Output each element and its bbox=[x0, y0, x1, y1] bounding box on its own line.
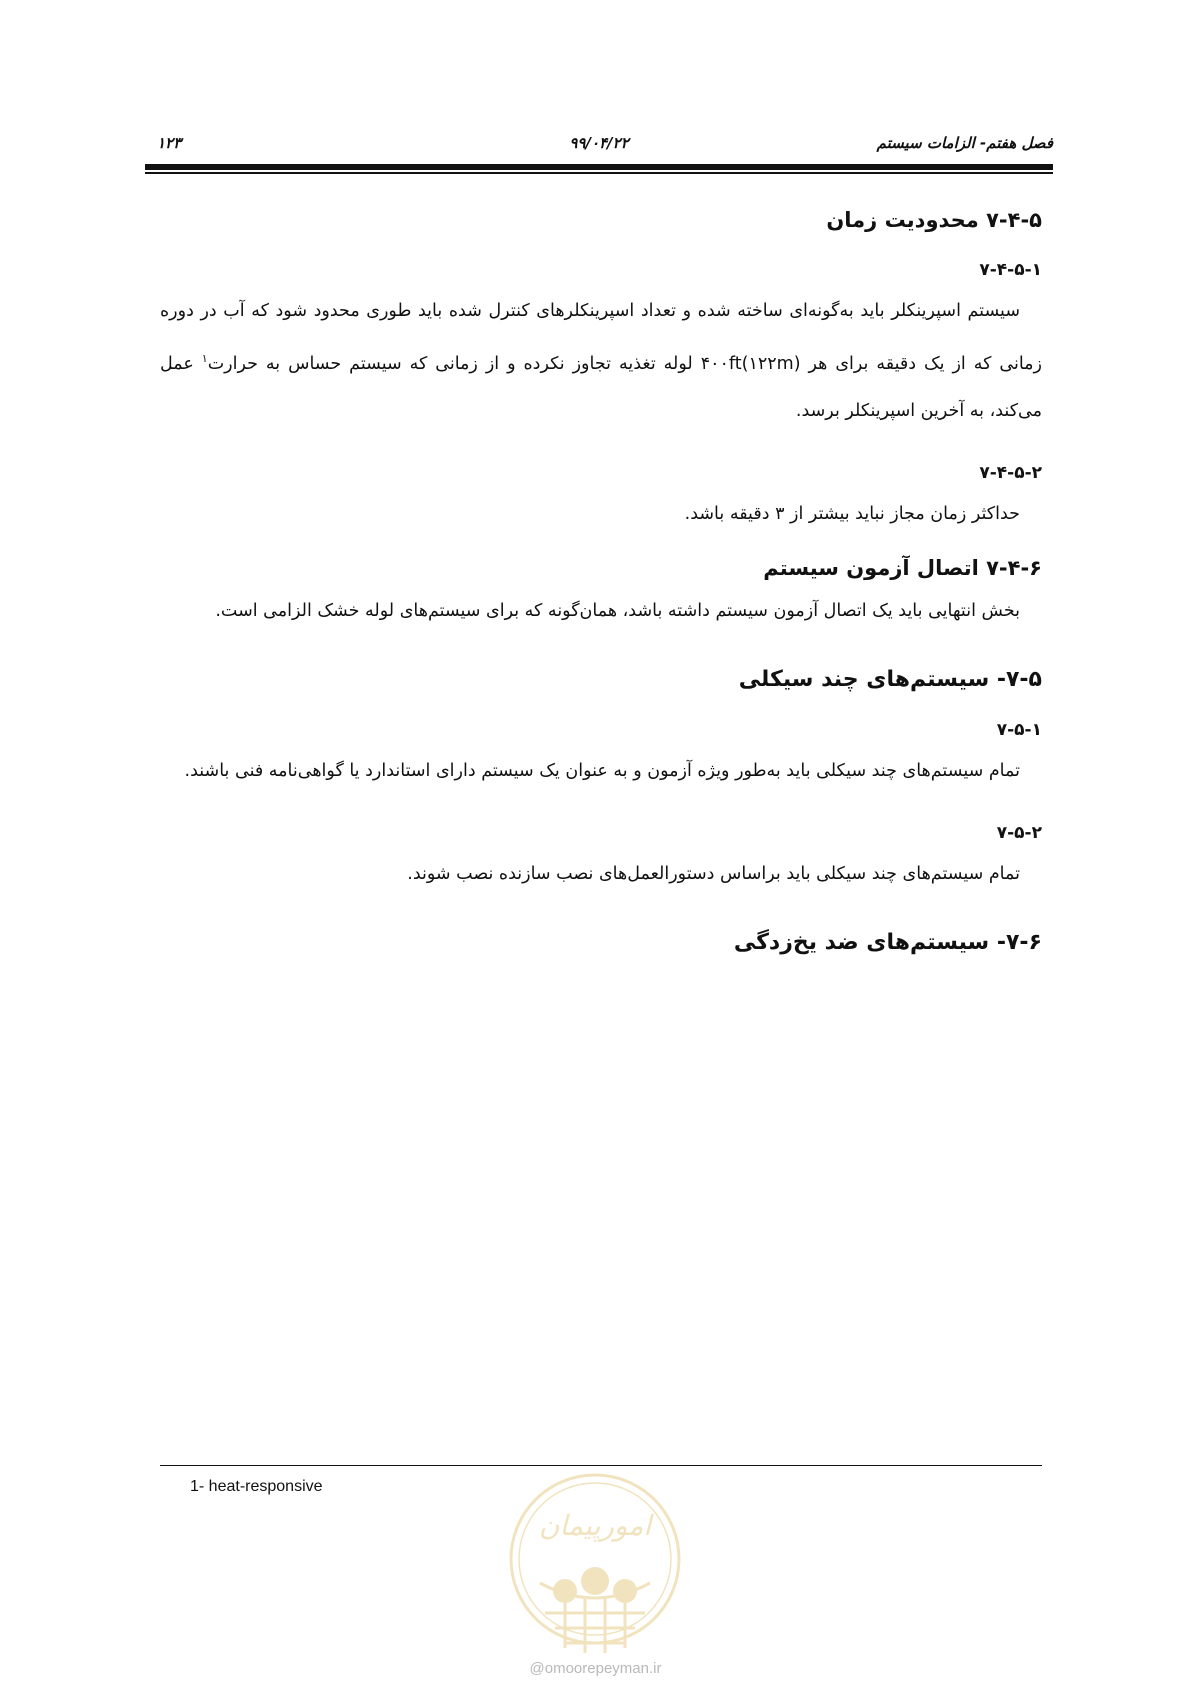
section-heading-antifreeze: ۷-۶- سیستم‌های ضد یخ‌زدگی bbox=[733, 929, 1042, 955]
paragraph-text-tail: عمل می‌کند، به آخرین اسپرینکلر برسد. bbox=[160, 353, 1042, 421]
header-rule-thin bbox=[145, 172, 1053, 174]
section-heading-multicycle: ۷-۵- سیستم‌های چند سیکلی bbox=[738, 666, 1042, 692]
section-heading-test-connection: ۷-۴-۶ اتصال آزمون سیستم bbox=[763, 555, 1042, 580]
running-header bbox=[145, 134, 1053, 160]
revision-date: ۹۹/۰۴/۲۲ bbox=[569, 134, 629, 152]
paragraph-test-connection: بخش انتهایی باید یک اتصال آزمون سیستم داشته باشد، همان‌گونه که برای سیستم‌های لوله خشک الزامی است. bbox=[215, 600, 1020, 621]
paragraph-max-time: حداکثر زمان مجاز نباید بیشتر از ۳ دقیقه باشد. bbox=[684, 503, 1020, 524]
clause-number: ۷-۵-۲ bbox=[996, 822, 1042, 843]
main-content bbox=[160, 190, 1042, 955]
watermark-website: @omoorepeyman.ir bbox=[529, 1660, 662, 1677]
footnote-reference: ۱ bbox=[201, 352, 208, 365]
chapter-title: فصل هفتم- الزامات سیستم bbox=[876, 134, 1053, 152]
clause-number: ۷-۵-۱ bbox=[996, 719, 1042, 740]
paragraph-sprinkler-timing bbox=[160, 288, 1042, 435]
watermark-logo-text: امورپیمان bbox=[538, 1509, 652, 1542]
paragraph-text: سیستم اسپرینکلر باید به‌گونه‌ای ساخته شده و تعداد اسپرینکلرهای کنترل شده باید طوری محدود شود که آب در دوره زمانی که از یک دقیقه برای هر ۴۰۰ft(۱۲۲m) لوله تغذیه تجاوز نکرده و از زمانی که سیستم حساس به حرارت bbox=[160, 301, 1043, 374]
clause-number: ۷-۴-۵-۱ bbox=[979, 260, 1042, 280]
watermark-seal-icon bbox=[505, 1463, 685, 1669]
section-heading-time-limit: ۷-۴-۵ محدودیت زمان bbox=[826, 208, 1042, 232]
paragraph-multicycle-install: تمام سیستم‌های چند سیکلی باید براساس دستورالعمل‌های نصب سازنده نصب شوند. bbox=[407, 863, 1020, 884]
paragraph-multicycle-approval: تمام سیستم‌های چند سیکلی باید به‌طور ویژه آزمون و به عنوان یک سیستم دارای استاندارد یا گواهی‌نامه فنی باشند. bbox=[184, 760, 1020, 781]
header-rule-thick bbox=[145, 164, 1053, 170]
footnote: 1- heat-responsive bbox=[190, 1478, 323, 1495]
clause-number: ۷-۴-۵-۲ bbox=[979, 462, 1042, 483]
page-number: ۱۲۳ bbox=[157, 134, 182, 152]
